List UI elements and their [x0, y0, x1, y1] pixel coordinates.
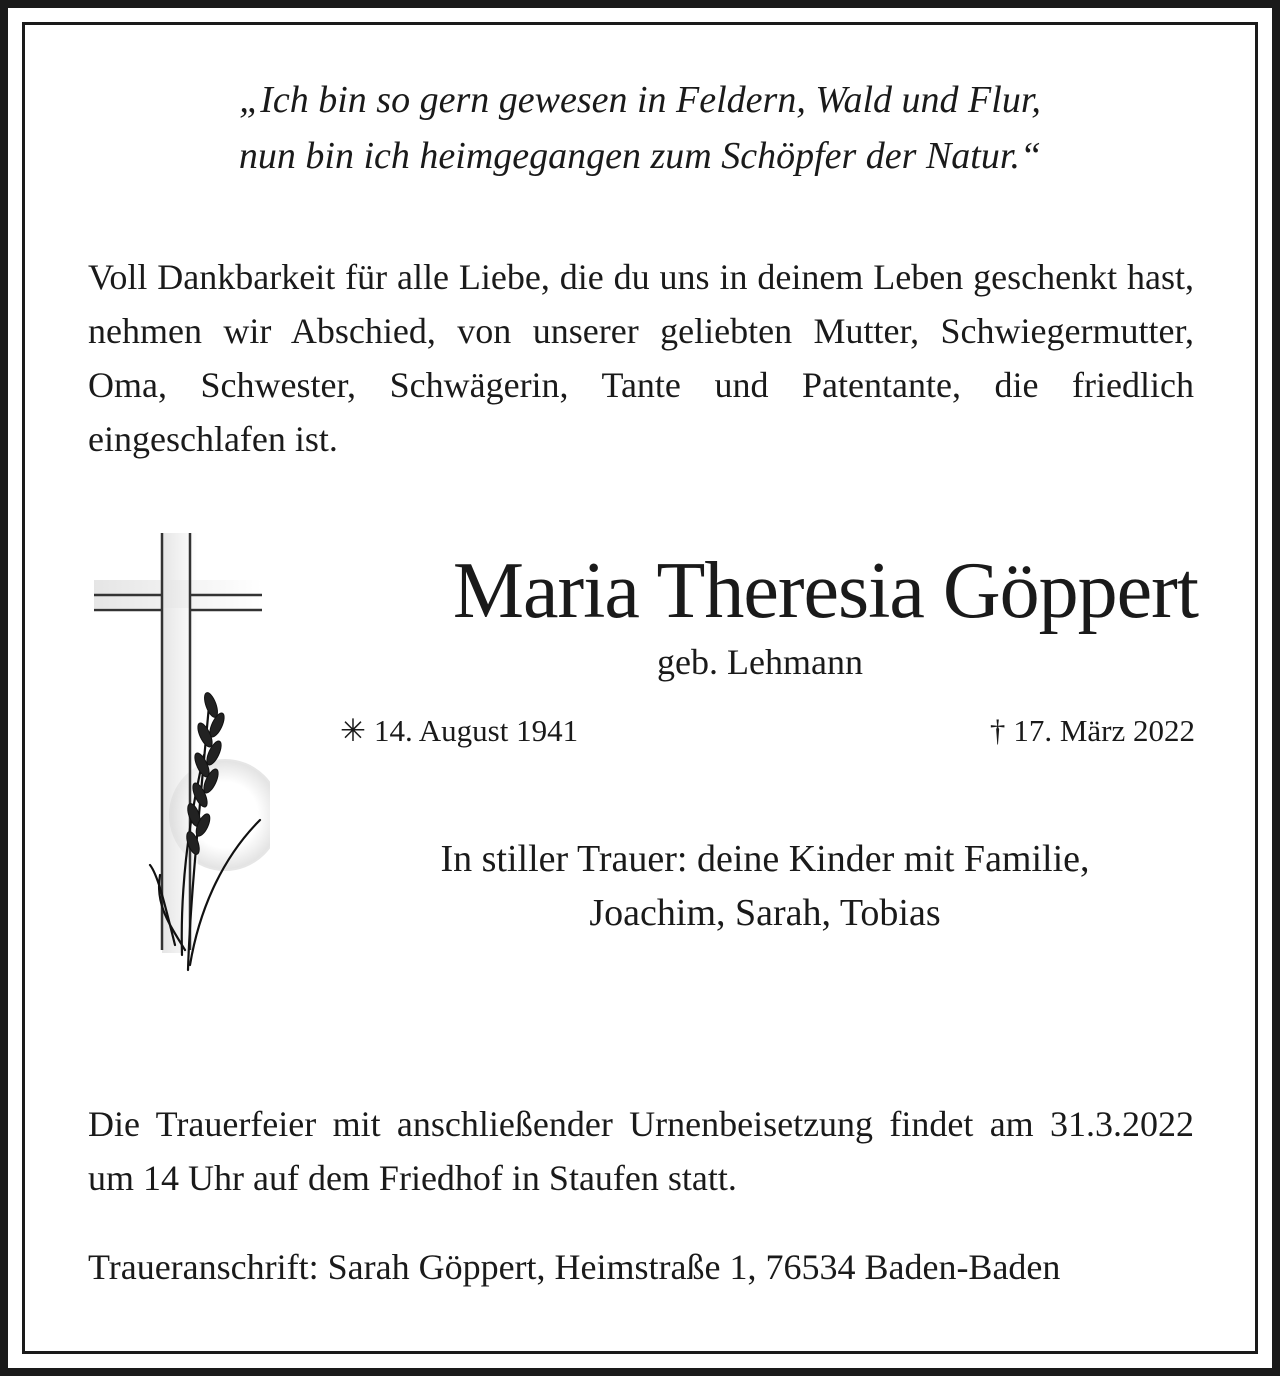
birth-date-text: 14. August 1941: [373, 713, 579, 748]
mourners-line-2: Joachim, Sarah, Tobias: [589, 892, 941, 934]
death-date-text: 17. März 2022: [1013, 713, 1195, 748]
cross-with-wheat-icon: [90, 525, 270, 980]
birth-star-icon: ✳: [340, 713, 366, 748]
maiden-name: geb. Lehmann: [657, 642, 863, 682]
mourners-line-1: In stiller Trauer: deine Kinder mit Familie,: [440, 838, 1090, 880]
mourning-address: Traueranschrift: Sarah Göppert, Heimstraße 1, 76534 Baden-Baden: [88, 1247, 1061, 1287]
birth-date: [340, 710, 578, 752]
quote-line-2: nun bin ich heimgegangen zum Schöpfer der Natur.“: [238, 135, 1042, 177]
death-date: [990, 710, 1195, 752]
deceased-name: Maria Theresia Göppert: [452, 547, 1198, 635]
funeral-info: Die Trauerfeier mit anschließender Urnenbeisetzung findet am 31.3.2022 um 14 Uhr auf dem Friedhof in Staufen statt.: [88, 1104, 1194, 1198]
mourners: [340, 832, 1190, 940]
quote-line-1: „Ich bin so gern gewesen in Feldern, Wald und Flur,: [239, 79, 1041, 121]
death-cross-icon: †: [989, 713, 1006, 748]
intro-paragraph: Voll Dankbarkeit für alle Liebe, die du uns in deinem Leben geschenkt hast, nehmen wir Abschied, von unserer geliebten Mutter, Schwiegermutter, Oma, Schwester, Schwägerin, Tante und Patentante, die friedlich eingeschlafen ist.: [88, 257, 1194, 459]
epitaph-quote: [60, 72, 1220, 184]
